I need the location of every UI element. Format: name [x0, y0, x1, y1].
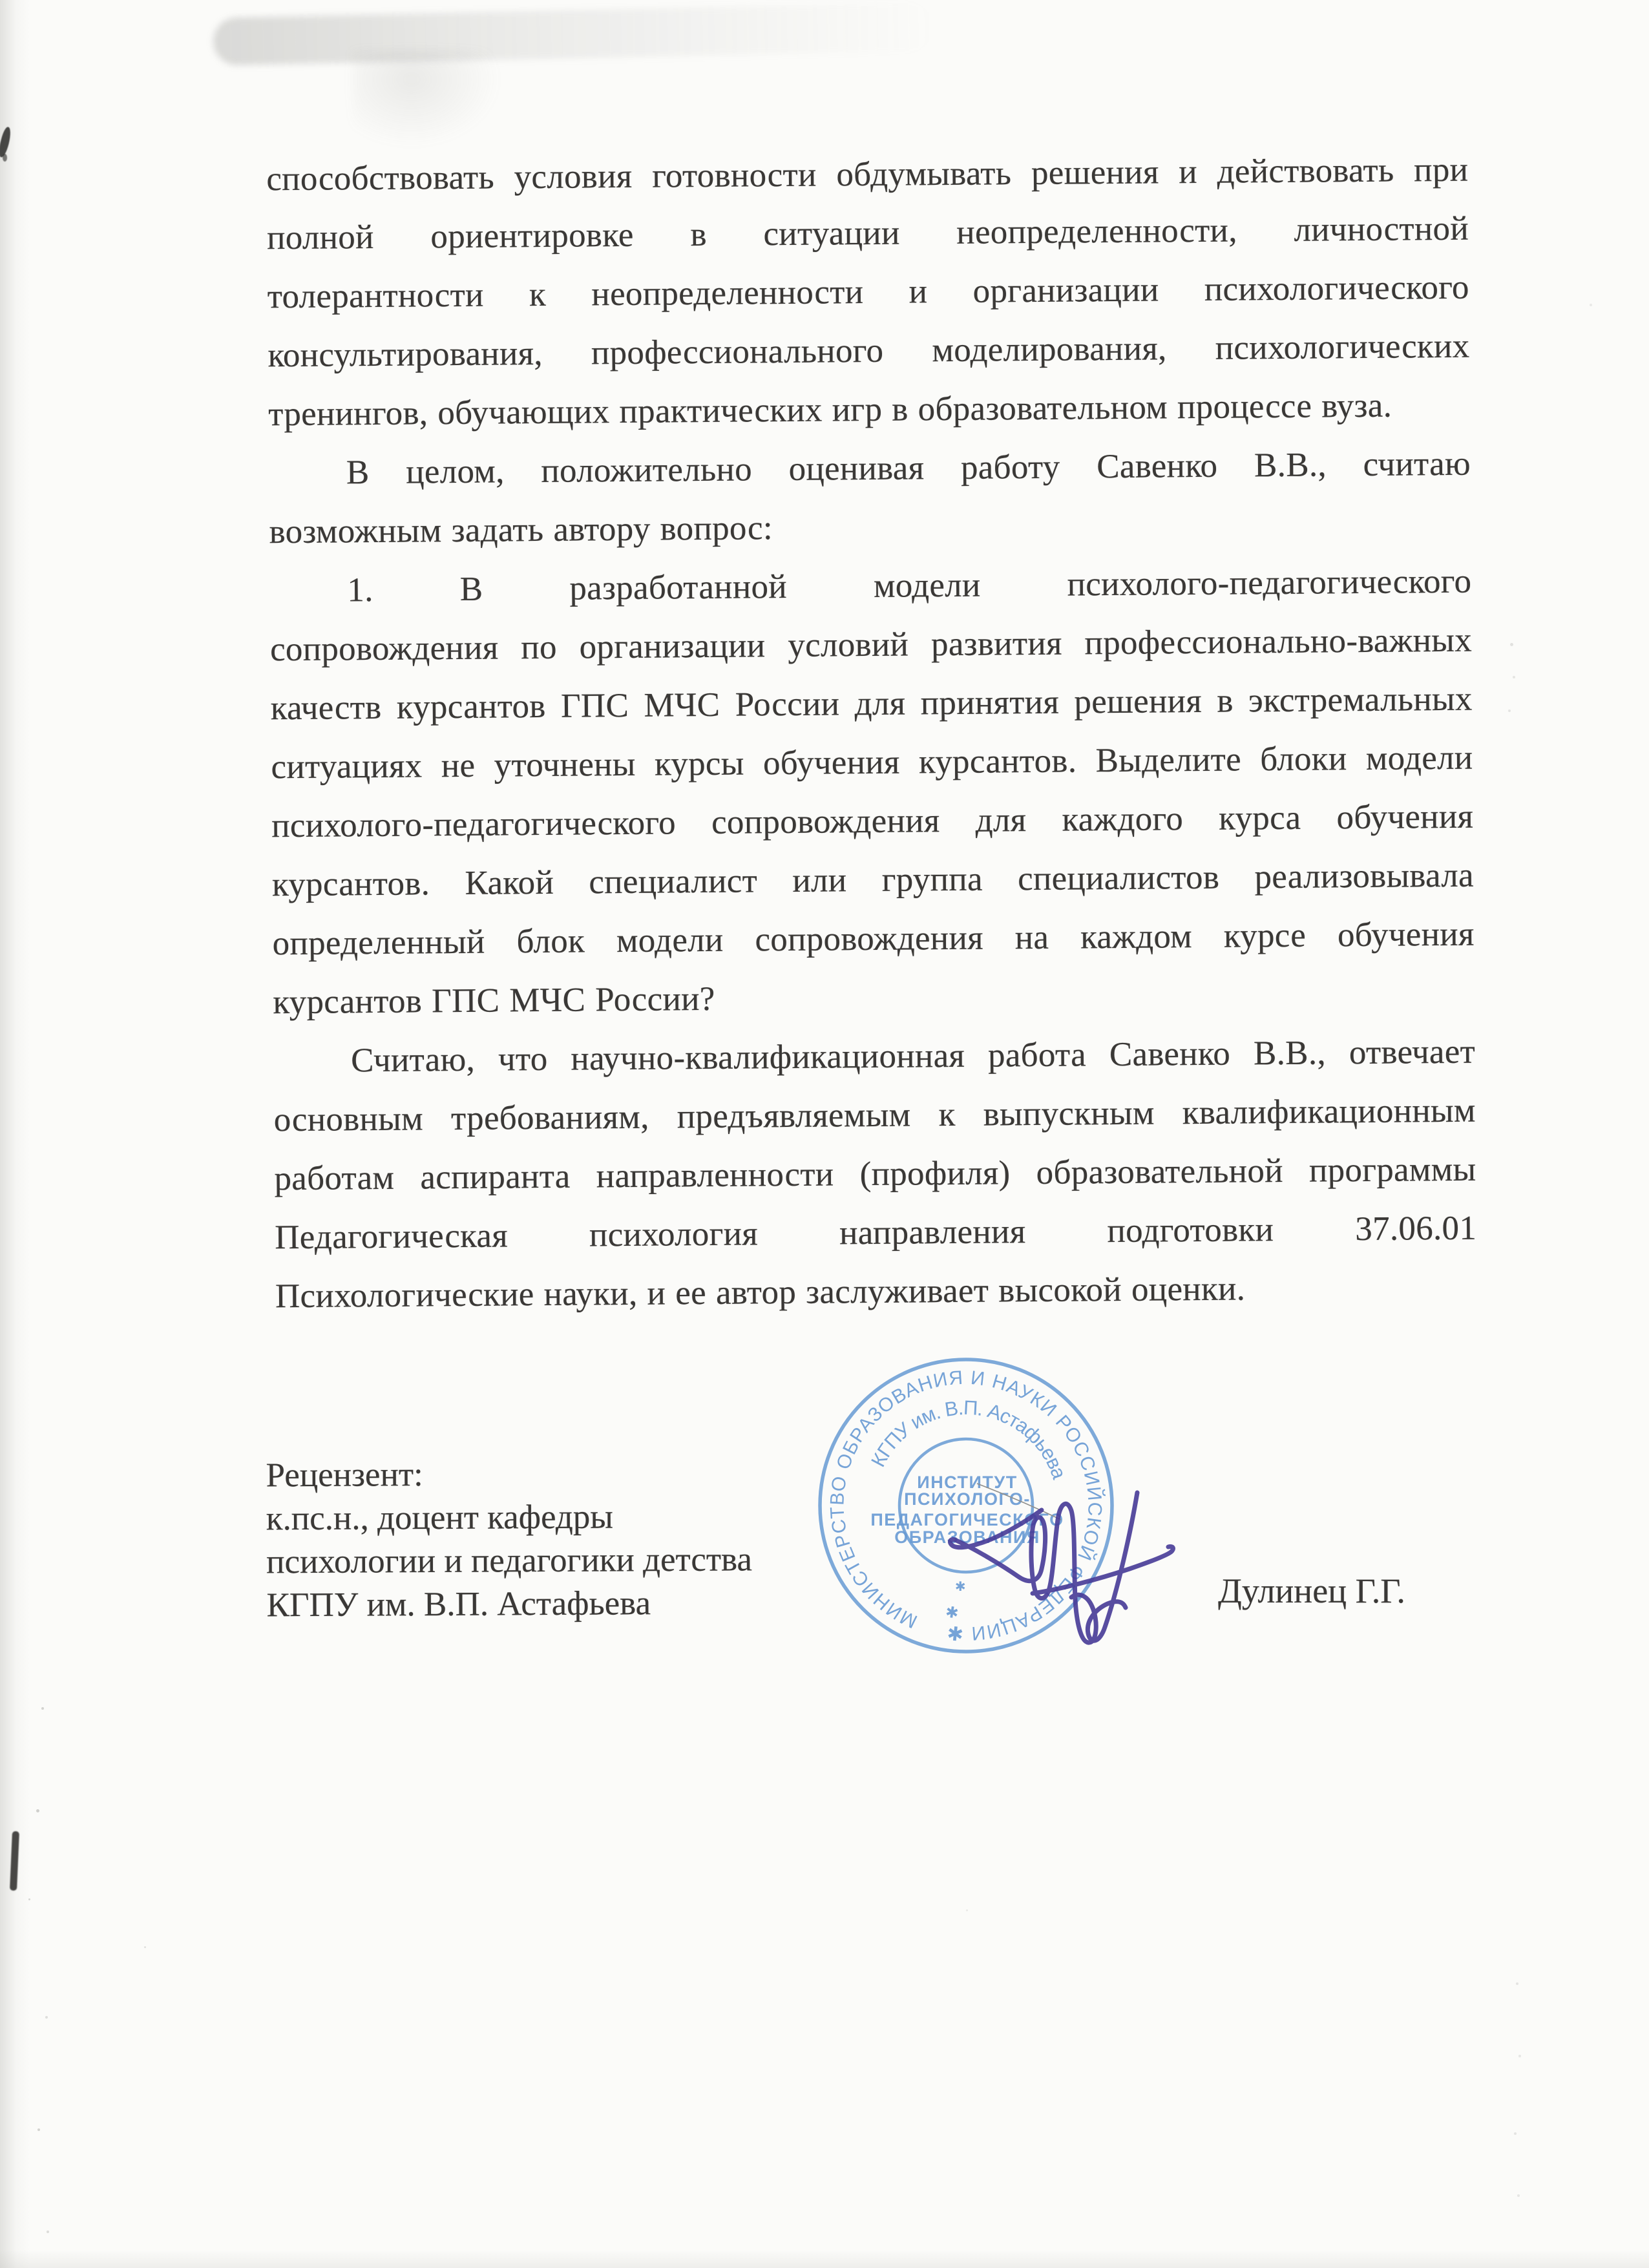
body-line: тренингов, обучающих практических игр в образовательном процессе вуза. — [268, 386, 1392, 434]
body-line: толерантности к неопределенности и организации психологического — [267, 268, 1469, 316]
dust-speck — [1516, 1982, 1518, 1985]
review-body-text — [266, 141, 1477, 1327]
dust-speck — [1508, 709, 1511, 712]
body-line: Педагогическая психология направления подготовки 37.06.01 — [274, 1209, 1477, 1257]
dust-speck — [1510, 643, 1513, 646]
body-line: качеств курсантов ГПС МЧС России для принятия решения в экстремальных — [270, 680, 1473, 728]
stamp-center-text-line: ПСИХОЛОГО- — [904, 1489, 1031, 1509]
body-line: Считаю, что научно-квалификационная работа Савенко В.В., отвечает — [350, 1033, 1476, 1080]
reviewer-label-line: Рецензент: — [266, 1456, 423, 1495]
reviewer-label-line: психологии и педагогики детства — [266, 1540, 753, 1581]
body-line: психолого-педагогического сопровождения для каждого курса обучения — [271, 797, 1474, 845]
stamp-star: ✱ — [943, 1601, 960, 1621]
stamp-outer-ring-text: МИНИСТЕРСТВО ОБРАЗОВАНИЯ И НАУКИ РОССИЙСКОЙ ФЕДЕРАЦИИ ✱ — [826, 1367, 1106, 1644]
dust-speck — [1513, 676, 1515, 678]
dust-speck — [41, 1707, 44, 1710]
body-line: полной ориентировке в ситуации неопределенности, личностной — [266, 209, 1469, 257]
stamp-center-text-line: ИНСТИТУТ — [917, 1473, 1018, 1492]
dust-speck — [1517, 2194, 1520, 2197]
dust-speck — [1518, 2055, 1521, 2057]
stamp-center-text-line: ОБРАЗОВАНИЯ — [894, 1528, 1040, 1547]
dust-speck — [36, 1809, 39, 1812]
scan-edge-shading-left — [0, 0, 30, 2268]
reviewer-label-line: к.пс.н., доцент кафедры — [266, 1498, 614, 1538]
reviewer-name: Дулинец Г.Г. — [1218, 1571, 1405, 1610]
scan-edge-shading-bottom — [0, 2250, 1649, 2268]
body-line: Психологические науки, и ее автор заслуживает высокой оценки. — [275, 1270, 1246, 1316]
body-line: курсантов ГПС МЧС России? — [273, 980, 715, 1022]
dust-speck — [28, 1898, 30, 1900]
body-line: основным требованиям, предъявляемым к выпускным квалификационным — [273, 1091, 1476, 1139]
scan-smudge-top-blob — [352, 50, 501, 147]
body-line: курсантов. Какой специалист или группа специалистов реализовывала — [271, 856, 1475, 904]
body-line: В целом, положительно оценивая работу Савенко В.В., считаю — [346, 445, 1471, 492]
dust-speck — [37, 2128, 40, 2131]
body-line: определенный блок модели сопровождения на каждом курсе обучения — [272, 915, 1475, 963]
body-line: ситуациях не уточнены курсы обучения курсантов. Выделите блоки модели — [271, 739, 1473, 786]
body-line: сопровождения по организации условий развития профессионально-важных — [269, 621, 1473, 669]
pen-line — [977, 1484, 1061, 1520]
reviewer-block — [266, 1451, 848, 1628]
dust-speck — [47, 2231, 49, 2233]
body-line: консультирования, профессионального моделирования, психологических — [268, 327, 1470, 375]
reviewer-label-line: КГПУ им. В.П. Астафьева — [266, 1584, 651, 1624]
body-line: возможным задать автору вопрос: — [269, 509, 773, 551]
dust-speck — [45, 2016, 48, 2019]
handwritten-signature — [892, 1454, 1202, 1674]
body-line: способствовать условия готовности обдумывать решения и действовать при — [266, 151, 1469, 198]
body-line: 1. В разработанной модели психолого-педагогического — [347, 562, 1472, 609]
dust-speck — [966, 1909, 968, 1911]
stamp-center-text-line: ПЕДАГОГИЧЕСКОГО — [870, 1510, 1064, 1529]
scan-smudge-top — [213, 3, 934, 65]
signature-stroke — [950, 1504, 1096, 1643]
dust-speck — [1590, 304, 1592, 306]
dust-speck — [1514, 2132, 1517, 2135]
body-line: работам аспиранта направленности (профиля) образовательной программы — [274, 1150, 1476, 1198]
scan-mark-left-edge-dot — [3, 154, 7, 162]
dust-speck — [144, 1946, 146, 1948]
stamp-inner-ring-text: КГПУ им. В.П. Астафьева — [867, 1396, 1071, 1483]
stamp-star: ✱ — [954, 1580, 967, 1594]
